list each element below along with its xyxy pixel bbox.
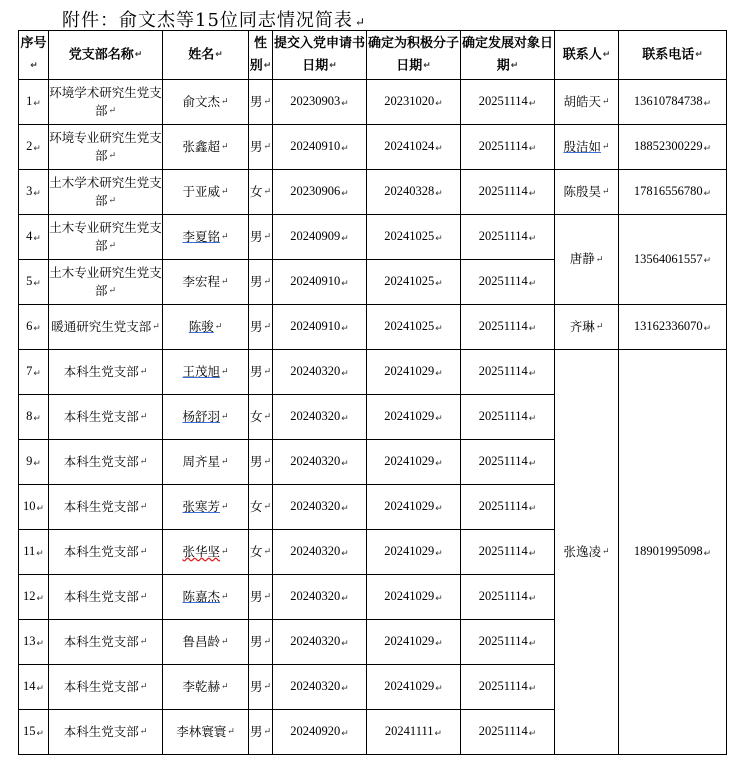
cell-branch: 本科生党支部↵ (49, 710, 163, 755)
paragraph-mark: ↵ (36, 592, 45, 603)
cell-seq: 2↵ (19, 125, 49, 170)
cell-gender: 男↵ (249, 350, 273, 395)
cell-seq: 5↵ (19, 260, 49, 305)
cell-branch: 本科生党支部↵ (49, 665, 163, 710)
cell-submit-date: 20240910↵ (273, 260, 367, 305)
header-name: 姓名↵ (163, 31, 249, 80)
paragraph-mark: ↵ (33, 412, 41, 423)
cell-seq: 12↵ (19, 575, 49, 620)
paragraph-mark: ↵ (341, 187, 349, 198)
paragraph-mark: ↵ (695, 49, 703, 60)
table-row (19, 80, 727, 125)
paragraph-mark: ↵ (435, 277, 443, 288)
paragraph-mark: ↵ (263, 322, 272, 333)
paragraph-mark: ↵ (33, 367, 41, 378)
cell-phone: 13564061557↵ (619, 215, 727, 305)
cell-submit-date: 20240320↵ (273, 575, 367, 620)
cell-contact: 胡皓天↵ (555, 80, 619, 125)
cell-submit-date: 20240320↵ (273, 485, 367, 530)
cell-activist-date: 20241029↵ (367, 440, 461, 485)
paragraph-mark: ↵ (139, 457, 148, 468)
paragraph-mark: ↵ (220, 142, 229, 153)
header-row (19, 31, 727, 80)
table-row (19, 170, 727, 215)
cell-seq: 4↵ (19, 215, 49, 260)
cell-name: 俞文杰↵ (163, 80, 249, 125)
name-text: 杨舒羽 (182, 408, 220, 424)
cell-target-date: 20251114↵ (461, 215, 555, 260)
paragraph-mark: ↵ (263, 97, 272, 108)
cell-target-date: 20251114↵ (461, 260, 555, 305)
cell-activist-date: 20241025↵ (367, 215, 461, 260)
paragraph-mark: ↵ (341, 547, 349, 558)
cell-phone: 17816556780↵ (619, 170, 727, 215)
cell-branch: 本科生党支部↵ (49, 530, 163, 575)
paragraph-mark: ↵ (435, 547, 443, 558)
paragraph-mark: ↵ (528, 412, 537, 423)
cell-branch: 土木学术研究生党支部↵ (49, 170, 163, 215)
paragraph-mark: ↵ (528, 637, 537, 648)
paragraph-mark: ↵ (33, 187, 41, 198)
paragraph-mark: ↵ (435, 232, 443, 243)
cell-phone: 18852300229↵ (619, 125, 727, 170)
paragraph-mark: ↵ (528, 547, 537, 558)
paragraph-mark: ↵ (341, 277, 349, 288)
cell-branch: 暖通研究生党支部↵ (49, 305, 163, 350)
cell-gender: 男↵ (249, 215, 273, 260)
paragraph-mark: ↵ (601, 187, 610, 198)
table-row (19, 305, 727, 350)
cell-submit-date: 20240920↵ (273, 710, 367, 755)
paragraph-mark: ↵ (134, 49, 143, 60)
paragraph-mark: ↵ (341, 727, 349, 738)
paragraph-mark: ↵ (528, 727, 537, 738)
paragraph-mark: ↵ (139, 367, 148, 378)
cell-activist-date: 20241029↵ (367, 530, 461, 575)
cell-branch: 本科生党支部↵ (49, 485, 163, 530)
cell-gender: 女↵ (249, 485, 273, 530)
cell-activist-date: 20241029↵ (367, 665, 461, 710)
paragraph-mark: ↵ (601, 142, 610, 153)
cell-target-date: 20251114↵ (461, 170, 555, 215)
table-row (19, 125, 727, 170)
header-phone: 联系电话↵ (619, 31, 727, 80)
cell-name: 周齐星↵ (163, 440, 249, 485)
paragraph-mark: ↵ (263, 232, 272, 243)
paragraph-mark: ↵ (220, 457, 229, 468)
paragraph-mark: ↵ (528, 502, 537, 513)
cell-gender: 男↵ (249, 260, 273, 305)
header-seq: 序号↵ (19, 31, 49, 80)
cell-seq: 14↵ (19, 665, 49, 710)
paragraph-mark: ↵ (139, 502, 148, 513)
cell-name (163, 215, 249, 260)
cell-gender: 男↵ (249, 665, 273, 710)
paragraph-mark: ↵ (220, 547, 229, 558)
paragraph-mark: ↵ (435, 502, 443, 513)
paragraph-mark: ↵ (341, 232, 349, 243)
cell-submit-date: 20240320↵ (273, 665, 367, 710)
cell-branch: 本科生党支部↵ (49, 395, 163, 440)
paragraph-mark: ↵ (263, 277, 272, 288)
header-contact: 联系人↵ (555, 31, 619, 80)
cell-phone: 18901995098↵ (619, 350, 727, 755)
cell-branch: 环境学术研究生党支部↵ (49, 80, 163, 125)
paragraph-mark: ↵ (214, 322, 223, 333)
paragraph-mark: ↵ (220, 592, 229, 603)
cell-seq: 9↵ (19, 440, 49, 485)
cell-seq: 10↵ (19, 485, 49, 530)
paragraph-mark: ↵ (341, 682, 349, 693)
name-text: 陈嘉杰 (182, 588, 220, 604)
paragraph-mark: ↵ (263, 60, 272, 71)
cell-activist-date: 20241029↵ (367, 620, 461, 665)
cell-gender: 男↵ (249, 305, 273, 350)
paragraph-mark: ↵ (341, 97, 349, 108)
paragraph-mark: ↵ (108, 286, 117, 297)
cell-seq: 7↵ (19, 350, 49, 395)
paragraph-mark: ↵ (220, 367, 229, 378)
paragraph-mark: ↵ (329, 60, 337, 71)
cell-gender: 女↵ (249, 170, 273, 215)
cell-branch: 本科生党支部↵ (49, 440, 163, 485)
cell-target-date: 20251114↵ (461, 485, 555, 530)
paragraph-mark: ↵ (139, 592, 148, 603)
cell-submit-date: 20240320↵ (273, 530, 367, 575)
name-text: 王茂旭 (182, 363, 220, 379)
paragraph-mark: ↵ (341, 592, 349, 603)
paragraph-mark: ↵ (139, 547, 148, 558)
paragraph-mark: ↵ (220, 682, 229, 693)
title-text: 附件：俞文杰等15位同志情况简表 (62, 10, 353, 31)
cell-name: 张鑫超↵ (163, 125, 249, 170)
cell-branch: 土木专业研究生党支部↵ (49, 215, 163, 260)
cell-branch: 本科生党支部↵ (49, 620, 163, 665)
paragraph-mark: ↵ (341, 412, 349, 423)
cell-gender: 男↵ (249, 80, 273, 125)
cell-gender: 女↵ (249, 530, 273, 575)
cell-submit-date: 20230903↵ (273, 80, 367, 125)
paragraph-mark: ↵ (510, 60, 519, 71)
cell-contact: 唐静↵ (555, 215, 619, 305)
paragraph-mark: ↵ (220, 412, 229, 423)
paragraph-mark: ↵ (435, 637, 443, 648)
paragraph-mark: ↵ (423, 60, 431, 71)
paragraph-mark: ↵ (215, 49, 223, 60)
table-row (19, 350, 727, 395)
cell-name: 李乾赫↵ (163, 665, 249, 710)
paragraph-mark: ↵ (36, 637, 45, 648)
cell-gender: 男↵ (249, 710, 273, 755)
paragraph-mark: ↵ (703, 547, 712, 558)
cell-name (163, 350, 249, 395)
cell-activist-date: 20241029↵ (367, 485, 461, 530)
cell-submit-date: 20240320↵ (273, 620, 367, 665)
cell-seq: 1↵ (19, 80, 49, 125)
paragraph-mark: ↵ (263, 457, 272, 468)
paragraph-mark: ↵ (36, 502, 45, 513)
header-gender: 性别↵ (249, 31, 273, 80)
paragraph-mark: ↵ (435, 142, 443, 153)
paragraph-mark: ↵ (220, 502, 229, 513)
cell-branch: 本科生党支部↵ (49, 575, 163, 620)
cell-name (163, 575, 249, 620)
paragraph-mark: ↵ (435, 457, 443, 468)
paragraph-mark: ↵ (220, 637, 229, 648)
paragraph-mark: ↵ (139, 637, 148, 648)
cell-branch: 本科生党支部↵ (49, 350, 163, 395)
cell-target-date: 20251114↵ (461, 305, 555, 350)
cell-activist-date: 20231020↵ (367, 80, 461, 125)
paragraph-mark: ↵ (139, 412, 148, 423)
cell-contact: 陈殷昊↵ (555, 170, 619, 215)
document-title (62, 6, 366, 32)
paragraph-mark: ↵ (108, 106, 117, 117)
paragraph-mark: ↵ (435, 367, 443, 378)
cell-seq: 6↵ (19, 305, 49, 350)
cell-name: 鲁昌龄↵ (163, 620, 249, 665)
paragraph-mark: ↵ (528, 277, 537, 288)
paragraph-mark: ↵ (434, 727, 443, 738)
cell-name: 李林寰寰↵ (163, 710, 249, 755)
paragraph-mark: ↵ (595, 322, 604, 333)
cell-submit-date: 20240320↵ (273, 395, 367, 440)
cell-name (163, 485, 249, 530)
name-text: 陈骏 (188, 318, 214, 334)
cell-submit-date: 20230906↵ (273, 170, 367, 215)
paragraph-mark: ↵ (263, 637, 272, 648)
cell-gender: 男↵ (249, 620, 273, 665)
cell-seq: 13↵ (19, 620, 49, 665)
cell-target-date: 20251114↵ (461, 125, 555, 170)
cell-activist-date: 20241029↵ (367, 350, 461, 395)
paragraph-mark: ↵ (36, 547, 44, 558)
cell-branch: 土木专业研究生党支部↵ (49, 260, 163, 305)
header-activist-date: 确定为积极分子日期↵ (367, 31, 461, 80)
paragraph-mark: ↵ (595, 254, 604, 265)
paragraph-mark: ↵ (528, 367, 537, 378)
paragraph-mark: ↵ (220, 187, 229, 198)
cell-target-date: 20251114↵ (461, 665, 555, 710)
cell-phone: 13610784738↵ (619, 80, 727, 125)
paragraph-mark: ↵ (703, 97, 712, 108)
paragraph-mark: ↵ (601, 547, 610, 558)
cell-submit-date: 20240320↵ (273, 440, 367, 485)
paragraph-mark: ↵ (227, 727, 235, 738)
paragraph-mark: ↵ (528, 232, 537, 243)
paragraph-mark: ↵ (703, 255, 712, 266)
paragraph-mark: ↵ (528, 142, 537, 153)
cell-gender: 男↵ (249, 575, 273, 620)
paragraph-mark: ↵ (220, 277, 229, 288)
cell-name: 于亚威↵ (163, 170, 249, 215)
paragraph-mark: ↵ (263, 142, 272, 153)
paragraph-mark: ↵ (435, 97, 443, 108)
paragraph-mark: ↵ (435, 187, 443, 198)
paragraph-mark: ↵ (341, 502, 349, 513)
cell-target-date: 20251114↵ (461, 530, 555, 575)
paragraph-mark: ↵ (263, 547, 272, 558)
cell-contact (555, 125, 619, 170)
contact-name: 殷洁如 (563, 138, 601, 154)
cell-target-date: 20251114↵ (461, 620, 555, 665)
cell-target-date: 20251114↵ (461, 80, 555, 125)
paragraph-mark: ↵ (703, 142, 712, 153)
header-submit-date: 提交入党申请书日期↵ (273, 31, 367, 80)
paragraph-mark: ↵ (220, 97, 229, 108)
cell-activist-date: 20241025↵ (367, 305, 461, 350)
paragraph-mark: ↵ (139, 682, 148, 693)
name-text: 李夏铭 (182, 228, 220, 244)
paragraph-mark: ↵ (36, 727, 45, 738)
cell-submit-date: 20240909↵ (273, 215, 367, 260)
paragraph-mark: ↵ (36, 682, 45, 693)
paragraph-mark: ↵ (341, 322, 349, 333)
paragraph-mark: ↵ (263, 682, 272, 693)
cell-contact: 齐琳↵ (555, 305, 619, 350)
header-branch: 党支部名称↵ (49, 31, 163, 80)
paragraph-mark: ↵ (703, 187, 712, 198)
paragraph-mark: ↵ (528, 187, 537, 198)
paragraph-mark: ↵ (33, 322, 41, 333)
paragraph-mark: ↵ (263, 367, 272, 378)
cell-seq: 8↵ (19, 395, 49, 440)
paragraph-mark: ↵ (263, 592, 272, 603)
cell-target-date: 20251114↵ (461, 440, 555, 485)
cell-submit-date: 20240320↵ (273, 350, 367, 395)
paragraph-mark: ↵ (33, 232, 41, 243)
cell-target-date: 20251114↵ (461, 710, 555, 755)
cell-target-date: 20251114↵ (461, 395, 555, 440)
cell-phone: 13162336070↵ (619, 305, 727, 350)
cell-activist-date: 20241024↵ (367, 125, 461, 170)
paragraph-mark: ↵ (263, 502, 272, 513)
cell-name: 李宏程↵ (163, 260, 249, 305)
cell-activist-date: 20241025↵ (367, 260, 461, 305)
paragraph-mark: ↵ (139, 727, 148, 738)
cell-seq: 11↵ (19, 530, 49, 575)
paragraph-mark: ↵ (263, 187, 272, 198)
paragraph-mark: ↵ (108, 151, 117, 162)
paragraph-mark: ↵ (528, 682, 537, 693)
paragraph-mark: ↵ (263, 412, 272, 423)
paragraph-mark: ↵ (33, 97, 41, 108)
cell-seq: 15↵ (19, 710, 49, 755)
paragraph-mark: ↵ (341, 637, 349, 648)
name-text: 张寒芳 (182, 498, 220, 514)
cell-activist-date: 20241111↵ (367, 710, 461, 755)
cell-submit-date: 20240910↵ (273, 125, 367, 170)
cell-activist-date: 20240328↵ (367, 170, 461, 215)
cell-seq: 3↵ (19, 170, 49, 215)
paragraph-mark: ↵ (152, 322, 160, 333)
paragraph-mark: ↵ (341, 367, 349, 378)
paragraph-mark: ↵ (435, 592, 443, 603)
paragraph-mark: ↵ (528, 592, 537, 603)
cell-name (163, 395, 249, 440)
paragraph-mark: ↵ (703, 322, 712, 333)
paragraph-mark: ↵ (602, 49, 611, 60)
member-table (18, 30, 727, 755)
cell-name (163, 305, 249, 350)
paragraph-mark: ↵ (601, 97, 610, 108)
cell-activist-date: 20241029↵ (367, 395, 461, 440)
cell-submit-date: 20240910↵ (273, 305, 367, 350)
paragraph-mark: ↵ (435, 682, 443, 693)
paragraph-mark: ↵ (220, 232, 229, 243)
cell-activist-date: 20241029↵ (367, 575, 461, 620)
cell-gender: 男↵ (249, 440, 273, 485)
header-target-date: 确定发展对象日期↵ (461, 31, 555, 80)
paragraph-mark: ↵ (354, 15, 366, 29)
cell-target-date: 20251114↵ (461, 575, 555, 620)
paragraph-mark: ↵ (33, 457, 41, 468)
cell-gender: 女↵ (249, 395, 273, 440)
paragraph-mark: ↵ (435, 322, 443, 333)
paragraph-mark: ↵ (528, 457, 537, 468)
paragraph-mark: ↵ (528, 322, 537, 333)
cell-branch: 环境专业研究生党支部↵ (49, 125, 163, 170)
paragraph-mark: ↵ (263, 727, 272, 738)
cell-gender: 男↵ (249, 125, 273, 170)
paragraph-mark: ↵ (108, 196, 117, 207)
paragraph-mark: ↵ (108, 241, 117, 252)
cell-target-date: 20251114↵ (461, 350, 555, 395)
paragraph-mark: ↵ (33, 142, 41, 153)
paragraph-mark: ↵ (435, 412, 443, 423)
paragraph-mark: ↵ (33, 277, 41, 288)
paragraph-mark: ↵ (528, 97, 537, 108)
cell-contact: 张逸凌↵ (555, 350, 619, 755)
paragraph-mark: ↵ (30, 60, 38, 71)
name-text: 张华坚 (182, 543, 220, 559)
table-row (19, 215, 727, 260)
paragraph-mark: ↵ (341, 142, 349, 153)
paragraph-mark: ↵ (341, 457, 349, 468)
cell-name (163, 530, 249, 575)
